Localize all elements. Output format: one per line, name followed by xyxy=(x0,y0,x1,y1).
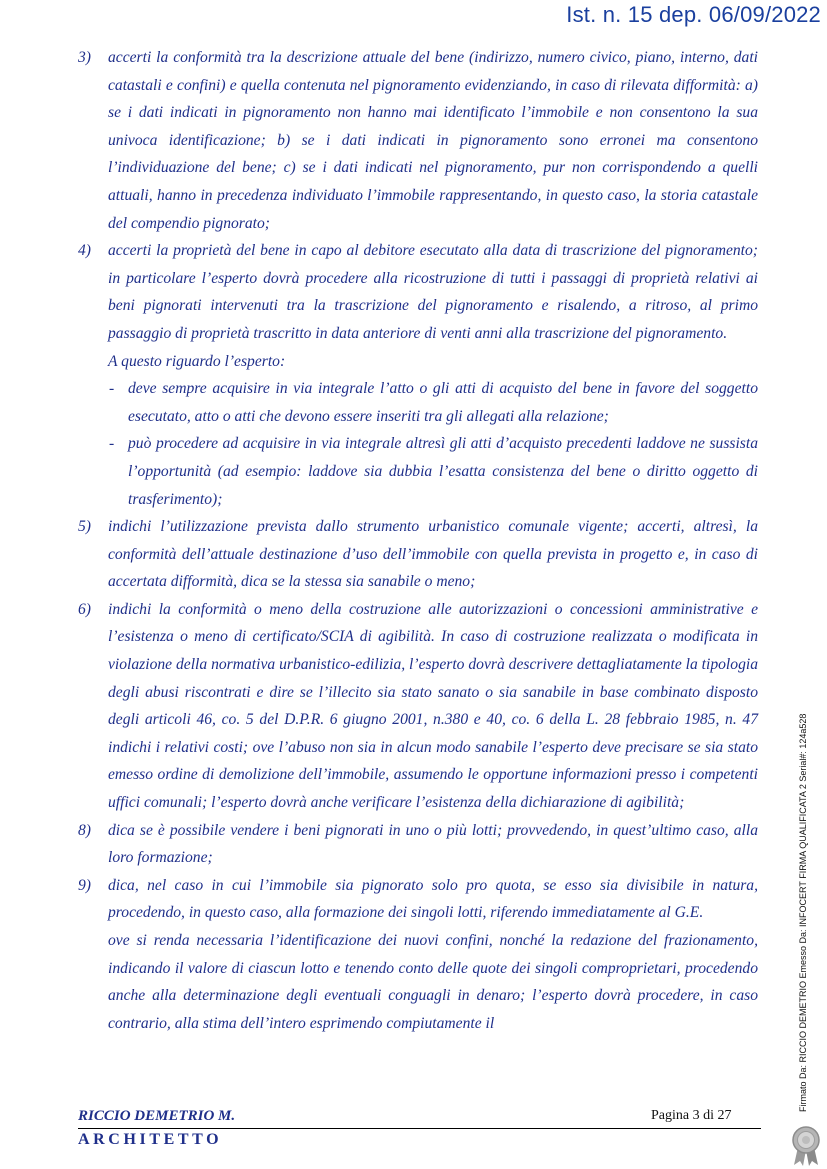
deposit-stamp: Ist. n. 15 dep. 06/09/2022 xyxy=(566,2,821,27)
list-item-5 xyxy=(78,513,758,596)
item-text: accerti la conformità tra la descrizione attuale del bene (indirizzo, numero civico, piano, interno, dati catastali e confini) e quella contenuta nel pignoramento evidenziando, in caso di rilevata difformità: a) se i dati indicati in pignoramento non hanno mai identificato l’immobile e non consentono la sua univoca identificazione; b) se i dati indicati in pignoramento sono erronei ma consentono l’individuazione del bene; c) se i dati indicati nel pignoramento, pur non corrispondendo a quelli attuali, hanno in precedenza individuato l’immobile rappresentando, in questo caso, la storia catastale del compendio pignorato; xyxy=(108,49,758,232)
list-item-6 xyxy=(78,596,758,817)
footer-profession: ARCHITETTO xyxy=(78,1131,223,1148)
item-number: 6) xyxy=(78,600,91,618)
item-continuation: ove si renda necessaria l’identificazione dei nuovi confini, nonché la redazione del frazionamento, indicando il valore di ciascun lotto e tenendo conto delle quote dei singoli comproprietari, procedendo anche alla determinazione degli eventuali conguagli in denaro; l’esperto dovrà procedere, in caso contrario, alla stima dell’intero esprimendo compiutamente il xyxy=(108,932,758,1032)
sub-list-item xyxy=(78,430,758,513)
item-text: accerti la proprietà del bene in capo al debitore esecutato alla data di trascrizione del pignoramento; in particolare l’esperto dovrà procedere alla ricostruzione di tutti i passaggi di proprietà relativi ai beni pignorati intervenuti tra la trascrizione del pignoramento e risalendo, a ritroso, al primo passaggio di proprietà trascritto in data anteriore di venti anni alla trascrizione del pignoramento. xyxy=(108,242,758,342)
footer-author: RICCIO DEMETRIO M. xyxy=(78,1108,236,1124)
item-number: 3) xyxy=(78,49,91,66)
document-body xyxy=(78,44,758,1037)
item-number: 9) xyxy=(78,876,91,894)
dash-bullet: - xyxy=(109,435,115,453)
list-item-4 xyxy=(78,237,758,347)
sub-list-item xyxy=(78,375,758,430)
certificate-ribbon-seal-icon xyxy=(788,1125,824,1167)
dash-bullet: - xyxy=(109,380,115,398)
list-item-8 xyxy=(78,817,758,872)
list-item-9 xyxy=(78,872,758,927)
sub-item-text: può procedere ad acquisire in via integrale altresì gli atti d’acquisto precedenti laddove ne sussista l’opportunità (ad esempio: laddove sia dubbia l’esatta consistenza del bene o diritto oggetto di trasferimento); xyxy=(128,435,758,508)
page-number: Pagina 3 di 27 xyxy=(651,1108,732,1123)
item-text: indichi la conformità o meno della costruzione alle autorizzazioni o concessioni amministrative e l’esistenza o meno di certificato/SCIA di agibilità. In caso di costruzione realizzata o modificata in violazione della normativa urbanistico-edilizia, l’esperto dovrà descrivere dettagliatamente la tipologia degli abusi riscontrati e dire se l’illecito sia stato sanato o sia sanabile in base combinato disposto degli articoli 46, co. 5 del D.P.R. 6 giugno 2001, n.380 e 40, co. 6 della L. 28 febbraio 1985, n. 47 indichi i relativi costi; ove l’abuso non sia in alcun modo sanabile l’esperto deve precisare se sia stato emesso ordine di demolizione dell’immobile, assumendo le opportune informazioni presso i competenti uffici comunali; l’esperto dovrà anche verificare l’esistenza della dichiarazione di agibilità; xyxy=(108,600,758,812)
footer-divider xyxy=(78,1128,761,1129)
list-item-3 xyxy=(78,44,758,237)
item-text: dica, nel caso in cui l’immobile sia pignorato solo pro quota, se esso sia divisibile in natura, procedendo, in questo caso, alla formazione dei singoli lotti, riferendo immediatamente al G.E. xyxy=(108,876,758,922)
item-number: 4) xyxy=(78,242,91,260)
sub-item-text: deve sempre acquisire in via integrale l’atto o gli atti di acquisto del bene in favore del soggetto esecutato, atto o atti che devono essere inseriti tra gli allegati alla relazione; xyxy=(128,380,758,425)
item-number: 5) xyxy=(78,518,91,536)
item-text: dica se è possibile vendere i beni pignorati in uno o più lotti; provvedendo, in quest’ultimo caso, alla loro formazione; xyxy=(108,821,758,867)
item-number: 8) xyxy=(78,821,91,839)
item-intro: A questo riguardo l’esperto: xyxy=(108,352,286,370)
digital-signature-note: Firmato Da: RICCIO DEMETRIO Emesso Da: INFOCERT FIRMA QUALIFICATA 2 Serial#: 124a528 xyxy=(798,713,808,1112)
item-text: indichi l’utilizzazione prevista dallo strumento urbanistico comunale vigente; accerti, altresì, la conformità dell’attuale destinazione d’uso dell’immobile con quella prevista in progetto e, in caso di accertata difformità, dica se la stessa sia sanabile o meno; xyxy=(108,518,758,591)
